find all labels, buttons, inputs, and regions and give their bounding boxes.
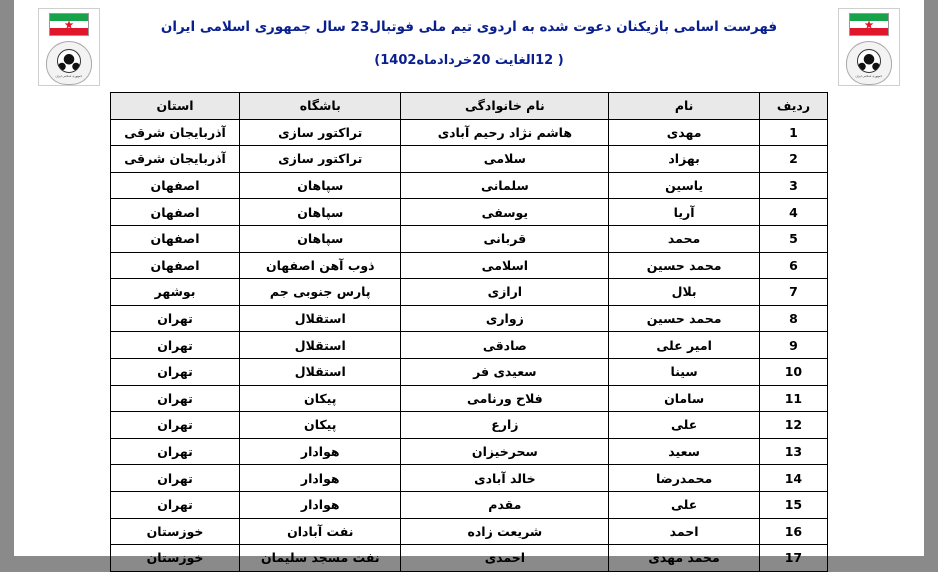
table-row: [111, 146, 828, 173]
table-row: [111, 332, 828, 359]
cell-row-number: 1: [759, 119, 827, 146]
football-federation-badge-icon: [846, 41, 892, 85]
cell-first-name: بلال: [609, 279, 760, 306]
page-subtitle: ( 12الغایت 20خردادماه1402): [374, 52, 564, 68]
column-header-club: باشگاه: [240, 93, 401, 120]
cell-last-name: سلمانی: [401, 172, 609, 199]
table-row: [111, 279, 828, 306]
table-row: [111, 252, 828, 279]
table-header: [111, 93, 828, 120]
table-row: [111, 518, 828, 545]
football-federation-badge-icon: [46, 41, 92, 85]
cell-club: نفت مسجد سلیمان: [240, 545, 401, 572]
cell-first-name: محمد: [609, 225, 760, 252]
cell-province: تهران: [111, 412, 240, 439]
cell-club: ذوب آهن اصفهان: [240, 252, 401, 279]
cell-last-name: احمدی: [401, 545, 609, 572]
cell-province: اصفهان: [111, 199, 240, 226]
cell-club: سپاهان: [240, 199, 401, 226]
cell-row-number: 2: [759, 146, 827, 173]
document-sheet: [14, 0, 924, 566]
cell-first-name: علی: [609, 491, 760, 518]
cell-club: استقلال: [240, 305, 401, 332]
cell-last-name: زارع: [401, 412, 609, 439]
soccer-ball-icon: [857, 49, 881, 73]
page-margin-right: [924, 0, 938, 556]
cell-row-number: 12: [759, 412, 827, 439]
roster-table: [110, 92, 828, 572]
table-row: [111, 491, 828, 518]
cell-last-name: یوسفی: [401, 199, 609, 226]
cell-last-name: ارازی: [401, 279, 609, 306]
cell-first-name: محمد حسین: [609, 252, 760, 279]
cell-row-number: 15: [759, 491, 827, 518]
cell-first-name: یاسین: [609, 172, 760, 199]
cell-last-name: سحرخیزان: [401, 438, 609, 465]
cell-province: تهران: [111, 305, 240, 332]
cell-last-name: صادقی: [401, 332, 609, 359]
cell-row-number: 3: [759, 172, 827, 199]
cell-row-number: 8: [759, 305, 827, 332]
cell-province: آذربایجان شرقی: [111, 146, 240, 173]
table-row: [111, 225, 828, 252]
federation-crest-right: [838, 8, 900, 86]
cell-first-name: علی: [609, 412, 760, 439]
page-title: فهرست اسامی بازیکنان دعوت شده به اردوی تیم ملی فوتبال23 سال جمهوری اسلامی ایران: [160, 19, 778, 35]
cell-last-name: خالد آبادی: [401, 465, 609, 492]
cell-province: تهران: [111, 332, 240, 359]
table-row: [111, 438, 828, 465]
cell-province: خوزستان: [111, 518, 240, 545]
iran-flag-icon: [49, 13, 89, 36]
cell-last-name: زواری: [401, 305, 609, 332]
cell-club: استقلال: [240, 332, 401, 359]
table-row: [111, 358, 828, 385]
cell-first-name: احمد: [609, 518, 760, 545]
cell-province: خوزستان: [111, 545, 240, 572]
cell-province: آذربایجان شرقی: [111, 119, 240, 146]
cell-club: تراکتور سازی: [240, 146, 401, 173]
cell-club: پارس جنوبی جم: [240, 279, 401, 306]
column-header-first-name: نام: [609, 93, 760, 120]
cell-province: تهران: [111, 438, 240, 465]
cell-last-name: فلاح ورنامی: [401, 385, 609, 412]
cell-province: تهران: [111, 358, 240, 385]
cell-last-name: سلامی: [401, 146, 609, 173]
cell-province: اصفهان: [111, 252, 240, 279]
table-row: [111, 412, 828, 439]
table-row: [111, 199, 828, 226]
table-row: [111, 172, 828, 199]
column-header-last-name: نام خانوادگی: [401, 93, 609, 120]
cell-last-name: اسلامی: [401, 252, 609, 279]
roster-table-container: [110, 92, 828, 566]
cell-first-name: سعید: [609, 438, 760, 465]
cell-row-number: 13: [759, 438, 827, 465]
federation-crest-left: [38, 8, 100, 86]
table-row: [111, 465, 828, 492]
cell-row-number: 10: [759, 358, 827, 385]
column-header-row-number: ردیف: [759, 93, 827, 120]
soccer-ball-icon: [57, 49, 81, 73]
table-row: [111, 119, 828, 146]
column-header-province: استان: [111, 93, 240, 120]
cell-row-number: 11: [759, 385, 827, 412]
cell-row-number: 9: [759, 332, 827, 359]
crest-caption-right: جمهوری اسلامی ایران: [855, 74, 883, 78]
cell-row-number: 4: [759, 199, 827, 226]
table-header-row: [111, 93, 828, 120]
table-row: [111, 545, 828, 572]
cell-first-name: سینا: [609, 358, 760, 385]
document-header: [14, 0, 924, 92]
cell-last-name: سعیدی فر: [401, 358, 609, 385]
cell-row-number: 17: [759, 545, 827, 572]
cell-first-name: آریا: [609, 199, 760, 226]
cell-row-number: 6: [759, 252, 827, 279]
cell-row-number: 14: [759, 465, 827, 492]
iran-flag-icon: [849, 13, 889, 36]
document-titles: [114, 18, 824, 68]
cell-province: اصفهان: [111, 172, 240, 199]
cell-club: هوادار: [240, 465, 401, 492]
cell-first-name: مهدی: [609, 119, 760, 146]
cell-club: سپاهان: [240, 225, 401, 252]
cell-club: هوادار: [240, 491, 401, 518]
cell-province: تهران: [111, 465, 240, 492]
cell-first-name: محمد مهدی: [609, 545, 760, 572]
cell-first-name: سامان: [609, 385, 760, 412]
cell-row-number: 16: [759, 518, 827, 545]
table-body: [111, 119, 828, 571]
table-row: [111, 385, 828, 412]
cell-club: پیکان: [240, 412, 401, 439]
table-row: [111, 305, 828, 332]
cell-last-name: هاشم نژاد رحیم آبادی: [401, 119, 609, 146]
cell-province: اصفهان: [111, 225, 240, 252]
cell-first-name: محمد حسین: [609, 305, 760, 332]
cell-first-name: بهزاد: [609, 146, 760, 173]
cell-club: تراکتور سازی: [240, 119, 401, 146]
cell-club: پیکان: [240, 385, 401, 412]
cell-club: هوادار: [240, 438, 401, 465]
cell-last-name: مقدم: [401, 491, 609, 518]
cell-row-number: 5: [759, 225, 827, 252]
cell-province: بوشهر: [111, 279, 240, 306]
cell-province: تهران: [111, 385, 240, 412]
cell-last-name: قربانی: [401, 225, 609, 252]
cell-club: استقلال: [240, 358, 401, 385]
cell-first-name: امیر علی: [609, 332, 760, 359]
cell-club: نفت آبادان: [240, 518, 401, 545]
cell-province: تهران: [111, 491, 240, 518]
crest-caption-left: جمهوری اسلامی ایران: [55, 74, 83, 78]
cell-first-name: محمدرضا: [609, 465, 760, 492]
cell-club: سپاهان: [240, 172, 401, 199]
cell-row-number: 7: [759, 279, 827, 306]
page-margin-left: [0, 0, 14, 556]
cell-last-name: شریعت زاده: [401, 518, 609, 545]
